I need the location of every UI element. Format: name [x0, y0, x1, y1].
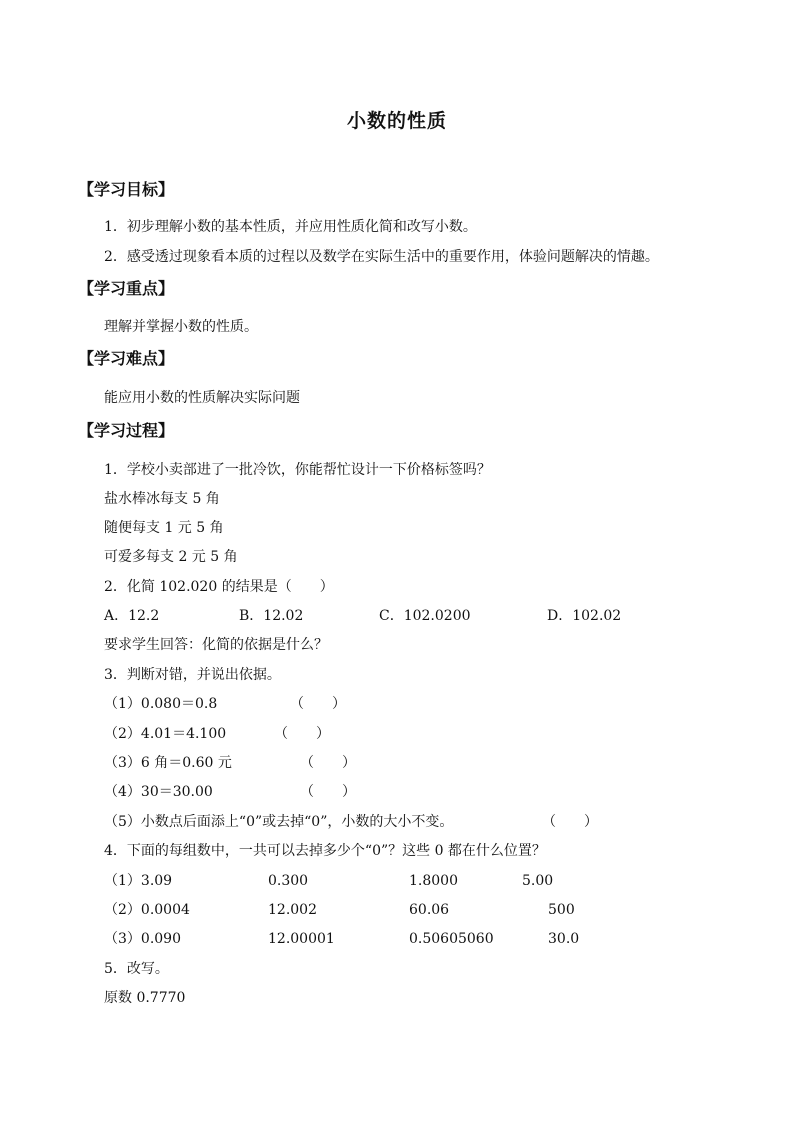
- goals-heading: 【学习目标】: [78, 180, 175, 199]
- judge-item-text: （2）4.01＝4.100: [104, 726, 227, 742]
- number-cell: 60.06: [409, 902, 450, 918]
- question-3: 3．判断对错，并说出依据。: [104, 667, 281, 683]
- page-title: 小数的性质: [346, 110, 447, 132]
- answer-paren: （ ）: [542, 814, 598, 830]
- number-cell: （1）3.09: [104, 873, 173, 889]
- judge-item-text: （5）小数点后面添上“0”或去掉“0”，小数的大小不变。: [104, 814, 454, 830]
- goal-item-1: 1．初步理解小数的基本性质，并应用性质化简和改写小数。: [104, 219, 477, 235]
- number-cell: （2）0.0004: [104, 902, 190, 918]
- number-cell: 12.00001: [268, 931, 335, 947]
- price-line-1: 盐水棒冰每支 5 角: [104, 491, 220, 507]
- option-d: D．102.02: [547, 608, 622, 624]
- question-1: 1．学校小卖部进了一批冷饮，你能帮忙设计一下价格标签吗？: [104, 462, 491, 478]
- option-c: C．102.0200: [379, 608, 471, 624]
- difficulty-heading: 【学习难点】: [78, 349, 175, 368]
- number-cell: 30.0: [548, 931, 580, 947]
- process-heading: 【学习过程】: [78, 421, 175, 440]
- judge-item-text: （4）30＝30.00: [104, 784, 213, 800]
- judge-item-text: （1）0.080＝0.8: [104, 696, 218, 712]
- number-cell: 1.8000: [409, 873, 458, 889]
- price-line-3: 可爱多每支 2 元 5 角: [104, 549, 238, 565]
- number-cell: 5.00: [522, 873, 554, 889]
- original-number-line: 原数 0.7770: [104, 990, 186, 1006]
- judge-item-text: （3）6 角＝0.60 元: [104, 755, 232, 771]
- focus-heading: 【学习重点】: [78, 279, 175, 298]
- number-cell: 12.002: [268, 902, 317, 918]
- question-4: 4．下面的每组数中，一共可以去掉多少个“0”？这些 0 都在什么位置？: [104, 843, 546, 859]
- number-cell: 0.300: [268, 873, 309, 889]
- answer-paren: （ ）: [300, 784, 356, 800]
- answer-paren: （ ）: [290, 696, 346, 712]
- number-cell: 0.50605060: [409, 931, 494, 947]
- question-2: 2．化简 102.020 的结果是（ ）: [104, 579, 334, 595]
- option-a: A．12.2: [104, 608, 160, 624]
- number-cell: （3）0.090: [104, 931, 181, 947]
- number-cell: 500: [548, 902, 575, 918]
- goal-item-2: 2．感受透过现象看本质的过程以及数学在实际生活中的重要作用，体验问题解决的情趣。: [104, 249, 659, 265]
- question-2-followup: 要求学生回答：化简的依据是什么？: [104, 637, 328, 653]
- focus-text: 理解并掌握小数的性质。: [104, 319, 258, 335]
- answer-paren: （ ）: [300, 755, 356, 771]
- difficulty-text: 能应用小数的性质解决实际问题: [104, 390, 300, 406]
- question-5: 5．改写。: [104, 961, 169, 977]
- price-line-2: 随便每支 1 元 5 角: [104, 520, 224, 536]
- answer-paren: （ ）: [274, 726, 330, 742]
- option-b: B．12.02: [239, 608, 304, 624]
